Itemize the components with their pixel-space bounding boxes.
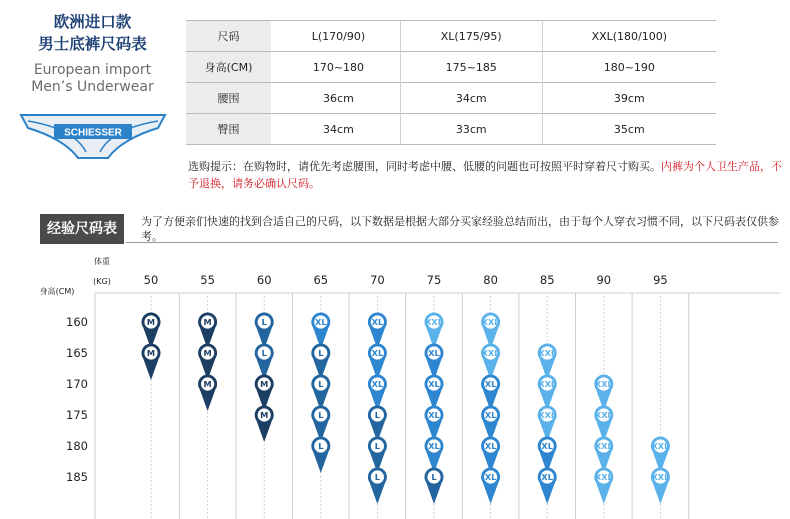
pin-size-label: XXL bbox=[538, 379, 557, 389]
brand-logo: SCHIESSER bbox=[64, 127, 122, 139]
pin-size-label: L bbox=[318, 379, 324, 389]
pin-size-label: XL bbox=[428, 348, 440, 358]
brand-subtitle-line1: European import bbox=[33, 62, 152, 78]
experience-title: 经验尺码表 bbox=[40, 214, 124, 244]
table-cell: 34cm bbox=[323, 122, 354, 136]
experience-description: 为了方便亲们快速的找到合适自己的尺码，以下数据是根据大部分买家经验总结而出，由于每个人穿衣习惯不同，以下尺码表仅供参考。 bbox=[141, 215, 779, 243]
pin-size-label: M bbox=[203, 317, 212, 327]
pin-size-label: XXL bbox=[594, 379, 613, 389]
pin-size-label: XL bbox=[315, 317, 327, 327]
height-tick-label: 180 bbox=[66, 439, 88, 453]
pin-size-label: L bbox=[374, 441, 381, 451]
height-axis-label: 身高(CM) bbox=[39, 287, 75, 296]
pin-size-label: XL bbox=[371, 379, 384, 389]
row-label-hip: 臀围 bbox=[186, 114, 271, 145]
notes-warning: 内裤为个人卫生产品，不予退换，请务必确认尺码。 bbox=[188, 160, 782, 190]
table-cell: 36cm bbox=[323, 91, 354, 105]
pin-size-label: XL bbox=[484, 472, 497, 482]
pin-size-label: XL bbox=[428, 379, 440, 389]
size-pin bbox=[594, 467, 613, 504]
pin-size-label: M bbox=[260, 410, 269, 420]
pin-size-label: L bbox=[261, 348, 267, 358]
weight-tick-label: 75 bbox=[426, 273, 442, 287]
size-pin bbox=[142, 343, 161, 380]
table-cell: 33cm bbox=[400, 114, 542, 145]
pin-size-label: XL bbox=[371, 317, 384, 327]
size-col-xl: XL(175/95) bbox=[400, 21, 542, 52]
table-cell: 175~185 bbox=[400, 52, 542, 83]
pin-size-label: L bbox=[318, 410, 324, 420]
table-cell: 180~190 bbox=[542, 52, 716, 83]
pin-size-label: XXL bbox=[538, 348, 557, 358]
pin-size-label: L bbox=[318, 441, 324, 451]
pin-size-label: XXL bbox=[594, 410, 613, 420]
table-cell: 34cm bbox=[400, 83, 542, 114]
weight-tick-label: 50 bbox=[143, 273, 159, 287]
pin-size-label: M bbox=[203, 379, 212, 389]
pin-size-label: XL bbox=[484, 441, 497, 451]
pin-size-label: L bbox=[431, 472, 437, 482]
pin-size-label: XL bbox=[484, 379, 497, 389]
table-cell: 170~180 bbox=[312, 60, 365, 74]
size-pin bbox=[538, 467, 557, 504]
height-tick-label: 185 bbox=[66, 470, 88, 484]
pin-size-label: XXL bbox=[538, 410, 557, 420]
notes-text: 选购提示：在购物时，请优先考虑腰围，同时考虑中腰、低腰的问题也可按照平时穿着尺寸购买。 bbox=[188, 160, 661, 173]
size-pin bbox=[425, 467, 444, 504]
table-cell: 39cm bbox=[542, 83, 716, 114]
pin-size-label: M bbox=[260, 379, 269, 389]
height-tick-label: 170 bbox=[66, 377, 88, 391]
size-col-l: L(170/90) bbox=[311, 29, 366, 43]
pin-size-label: L bbox=[261, 317, 267, 327]
size-pin bbox=[651, 467, 670, 504]
pin-size-label: L bbox=[374, 410, 381, 420]
weight-tick-label: 85 bbox=[539, 273, 555, 287]
weight-tick-label: 80 bbox=[483, 273, 498, 287]
pin-size-label: XXL bbox=[594, 441, 613, 451]
weight-axis-unit: (KG) bbox=[93, 277, 111, 286]
height-tick-label: 165 bbox=[66, 346, 88, 360]
pin-size-label: XL bbox=[428, 410, 440, 420]
table-cell: 35cm bbox=[542, 114, 716, 145]
chart-ticks bbox=[66, 273, 668, 484]
brand-title-line2: 男士底裤尺码表 bbox=[38, 35, 147, 53]
row-label-waist: 腰围 bbox=[186, 83, 271, 114]
weight-tick-label: 60 bbox=[256, 273, 272, 287]
pin-size-label: XXL bbox=[425, 317, 443, 327]
height-tick-label: 175 bbox=[66, 408, 88, 422]
pin-size-label: XXL bbox=[481, 348, 500, 358]
pin-size-label: L bbox=[374, 472, 381, 482]
pin-size-label: XL bbox=[541, 472, 553, 482]
brand-title-line1: 欧洲进口款 bbox=[53, 13, 132, 31]
pin-size-label: XL bbox=[428, 441, 440, 451]
pin-size-label: XL bbox=[484, 410, 497, 420]
pin-size-label: M bbox=[203, 348, 212, 358]
pin-size-label: XXL bbox=[651, 441, 670, 451]
weight-tick-label: 55 bbox=[200, 273, 215, 287]
row-label-height: 身高(CM) bbox=[186, 52, 271, 83]
pin-size-label: M bbox=[146, 348, 156, 358]
weight-tick-label: 95 bbox=[653, 273, 668, 287]
weight-axis-label: 体重 bbox=[94, 257, 110, 266]
size-pin bbox=[311, 436, 330, 473]
size-pin bbox=[368, 467, 387, 504]
size-pin bbox=[198, 374, 217, 411]
brand-subtitle-line2: Men’s Underwear bbox=[31, 79, 154, 95]
size-table-header-label: 尺码 bbox=[186, 21, 271, 52]
pin-size-label: XXL bbox=[651, 472, 670, 482]
weight-tick-label: 90 bbox=[596, 273, 612, 287]
size-col-xxl: XXL(180/100) bbox=[542, 21, 716, 52]
pin-size-label: XXL bbox=[594, 472, 613, 482]
pin-size-label: XL bbox=[371, 348, 384, 358]
size-pin bbox=[481, 467, 500, 504]
pin-size-label: M bbox=[146, 317, 156, 327]
weight-tick-label: 70 bbox=[370, 273, 385, 287]
size-pin bbox=[255, 405, 274, 442]
weight-tick-label: 65 bbox=[313, 273, 329, 287]
pin-size-label: L bbox=[318, 348, 324, 358]
pin-size-label: XXL bbox=[481, 317, 500, 327]
height-tick-label: 160 bbox=[66, 315, 88, 329]
pin-size-label: XL bbox=[541, 441, 553, 451]
